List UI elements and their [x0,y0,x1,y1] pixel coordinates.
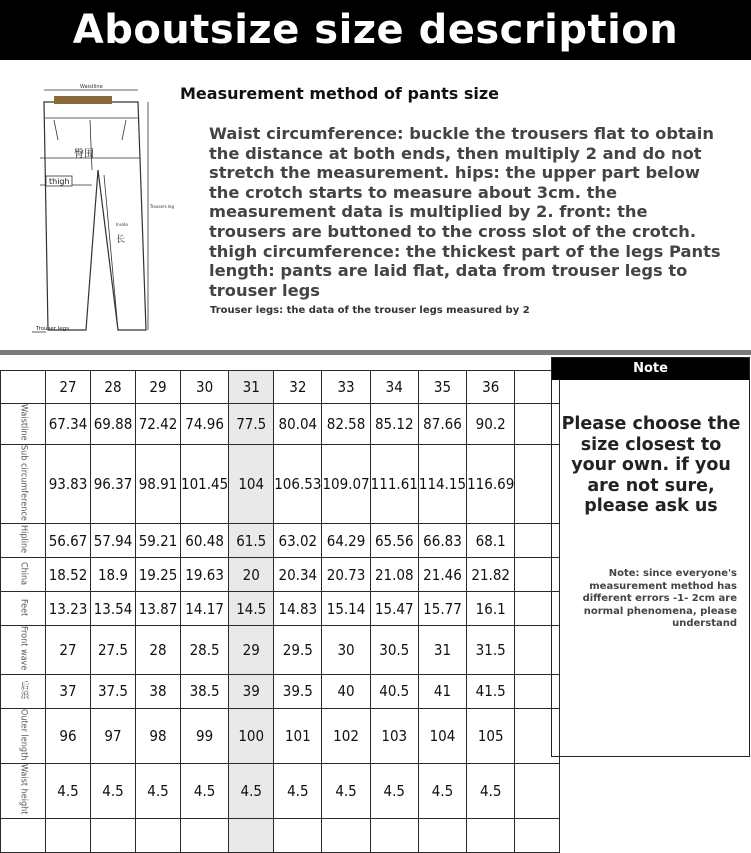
table-cell: 67.34 [46,404,91,445]
table-cell: 41 [418,674,466,708]
table-cell: 69.88 [91,404,136,445]
table-row [1,764,560,818]
table-row [1,626,560,674]
size-table [0,370,560,853]
table-cell: 21.08 [370,558,418,592]
row-label [1,708,46,763]
table-cell: 114.15 [418,444,466,524]
table-cell: 39 [229,674,274,708]
table-cell: 15.14 [322,592,370,626]
table-cell: 111.61 [370,444,418,524]
table-cell: 13.87 [136,592,181,626]
thigh-label: thigh [49,177,70,186]
table-cell: 100 [229,708,274,763]
table-cell: 20.34 [274,558,322,592]
table-cell: 59.21 [136,524,181,558]
inseam-label: 长 [116,235,126,245]
table-cell: 98.91 [136,444,181,524]
table-cell: 40.5 [370,674,418,708]
table-cell: 65.56 [370,524,418,558]
table-cell: 20 [229,558,274,592]
section-divider [0,350,751,355]
row-label [1,626,46,674]
empty-cell [322,818,370,852]
table-cell: 77.5 [229,404,274,445]
table-cell: 105 [467,708,515,763]
table-cell: 28 [136,626,181,674]
size-cell: 34 [370,371,418,404]
note-title: Note [552,358,749,380]
method-footnote: Trouser legs: the data of the trouser legs measured by 2 [210,305,530,316]
table-cell: 19.25 [136,558,181,592]
row-label-text: Waistline [18,404,29,441]
table-cell: 68.1 [467,524,515,558]
corner-cell [1,371,46,404]
pants-outline [44,102,146,330]
note-small-text: Note: since everyone's measurement method has different errors -1- 2cm are normal phenomena, please understand [582,568,737,629]
empty-cell [515,764,560,818]
size-cell: 28 [91,371,136,404]
table-cell: 41.5 [467,674,515,708]
table-cell: 37.5 [91,674,136,708]
row-label [1,674,46,708]
pants-diagram [28,80,176,342]
table-cell: 4.5 [91,764,136,818]
empty-cell [91,818,136,852]
empty-cell [418,818,466,852]
table-cell: 28.5 [181,626,229,674]
table-cell: 74.96 [181,404,229,445]
note-main-text: Please choose the size closest to your own. if you are not sure, please ask us [561,414,741,516]
length-label: Trousers leg [150,204,175,209]
empty-cell [46,818,91,852]
table-cell: 4.5 [46,764,91,818]
table-cell: 21.82 [467,558,515,592]
table-cell: 4.5 [229,764,274,818]
table-cell: 99 [181,708,229,763]
size-cell: 31 [229,371,274,404]
table-cell: 93.83 [46,444,91,524]
table-cell: 4.5 [274,764,322,818]
row-label-text: 后浪 [18,680,29,699]
table-cell: 60.48 [181,524,229,558]
table-row [1,708,560,763]
table-cell: 37 [46,674,91,708]
table-cell: 56.67 [46,524,91,558]
table-cell: 27 [46,626,91,674]
table-row [1,404,560,445]
table-cell: 85.12 [370,404,418,445]
table-cell: 4.5 [370,764,418,818]
table-cell: 14.17 [181,592,229,626]
table-row [1,674,560,708]
row-label [1,558,46,592]
table-cell: 40 [322,674,370,708]
table-cell: 38 [136,674,181,708]
table-cell: 57.94 [91,524,136,558]
row-label [1,592,46,626]
table-cell: 13.54 [91,592,136,626]
table-cell: 104 [418,708,466,763]
table-cell: 30 [322,626,370,674]
table-cell: 14.83 [274,592,322,626]
table-cell: 106.53 [274,444,322,524]
size-cell: 35 [418,371,466,404]
row-label [1,444,46,524]
table-cell: 18.9 [91,558,136,592]
row-label [1,764,46,818]
table-cell: 27.5 [91,626,136,674]
table-cell: 15.47 [370,592,418,626]
table-cell: 4.5 [136,764,181,818]
table-cell: 64.29 [322,524,370,558]
size-cell: 36 [467,371,515,404]
row-label-text: Sub circumference [18,444,29,521]
table-cell: 103 [370,708,418,763]
table-cell: 96.37 [91,444,136,524]
table-row [1,592,560,626]
table-cell: 80.04 [274,404,322,445]
table-cell: 13.23 [46,592,91,626]
trouser-label: Trouser legs [36,326,70,332]
table-cell: 31 [418,626,466,674]
table-cell: 18.52 [46,558,91,592]
table-cell: 21.46 [418,558,466,592]
table-row [1,444,560,524]
empty-cell [229,818,274,852]
table-cell: 15.77 [418,592,466,626]
table-cell: 20.73 [322,558,370,592]
table-cell: 96 [46,708,91,763]
title-banner [0,0,751,60]
table-cell: 61.5 [229,524,274,558]
waistline-label: Waistline [80,84,103,90]
row-label-text: China [18,561,29,586]
table-cell: 4.5 [181,764,229,818]
row-label-text: Hipline [18,525,29,554]
size-cell: 30 [181,371,229,404]
row-label-text: Outer length [18,708,29,761]
table-cell: 104 [229,444,274,524]
table-cell: 97 [91,708,136,763]
table-cell: 29 [229,626,274,674]
table-cell: 31.5 [467,626,515,674]
table-cell: 4.5 [322,764,370,818]
table-cell: 4.5 [418,764,466,818]
table-cell: 16.1 [467,592,515,626]
table-cell: 29.5 [274,626,322,674]
empty-cell [181,818,229,852]
table-row [1,818,560,852]
table-cell: 90.2 [467,404,515,445]
empty-cell [370,818,418,852]
size-cell: 32 [274,371,322,404]
method-heading: Measurement method of pants size [180,84,500,103]
table-cell: 72.42 [136,404,181,445]
table-cell: 98 [136,708,181,763]
table-cell: 87.66 [418,404,466,445]
empty-cell [467,818,515,852]
table-row [1,524,560,558]
size-cell: 33 [322,371,370,404]
table-row [1,558,560,592]
table-cell: 66.83 [418,524,466,558]
table-cell: 30.5 [370,626,418,674]
row-label [1,524,46,558]
row-label [1,404,46,445]
size-header-row [1,371,560,404]
table-cell: 101.45 [181,444,229,524]
table-cell: 109.07 [322,444,370,524]
table-cell: 102 [322,708,370,763]
table-cell: 116.69 [467,444,515,524]
size-cell: 27 [46,371,91,404]
empty-cell [515,818,560,852]
row-label-text: Front wave [18,626,29,671]
empty-cell [1,818,46,852]
row-label-text: Waist height [18,764,29,815]
row-label-text: Feet [18,598,29,617]
table-cell: 82.58 [322,404,370,445]
empty-cell [274,818,322,852]
table-cell: 14.5 [229,592,274,626]
size-cell: 29 [136,371,181,404]
table-cell: 101 [274,708,322,763]
banner-title: Aboutsize size description [72,7,679,53]
hip-label: 臀围 [74,149,94,160]
table-cell: 38.5 [181,674,229,708]
empty-cell [136,818,181,852]
note-panel [551,357,750,757]
table-cell: 19.63 [181,558,229,592]
table-cell: 63.02 [274,524,322,558]
method-description: Waist circumference: buckle the trousers flat to obtain the distance at both ends, then multiply 2 and do not stretch the measurement. hips: the upper part below the crotch starts to measure about 3cm. the measurement data is multiplied by 2. front: the trousers are buttoned to the cross slot of the crotch. thigh circumference: the thickest part of the legs Pants length: pants are laid flat, data from trouser legs to trouser legs [209,124,721,300]
waistband-fill [54,96,112,104]
table-cell: 4.5 [467,764,515,818]
table-cell: 39.5 [274,674,322,708]
crotch-label: Inside [116,222,128,227]
